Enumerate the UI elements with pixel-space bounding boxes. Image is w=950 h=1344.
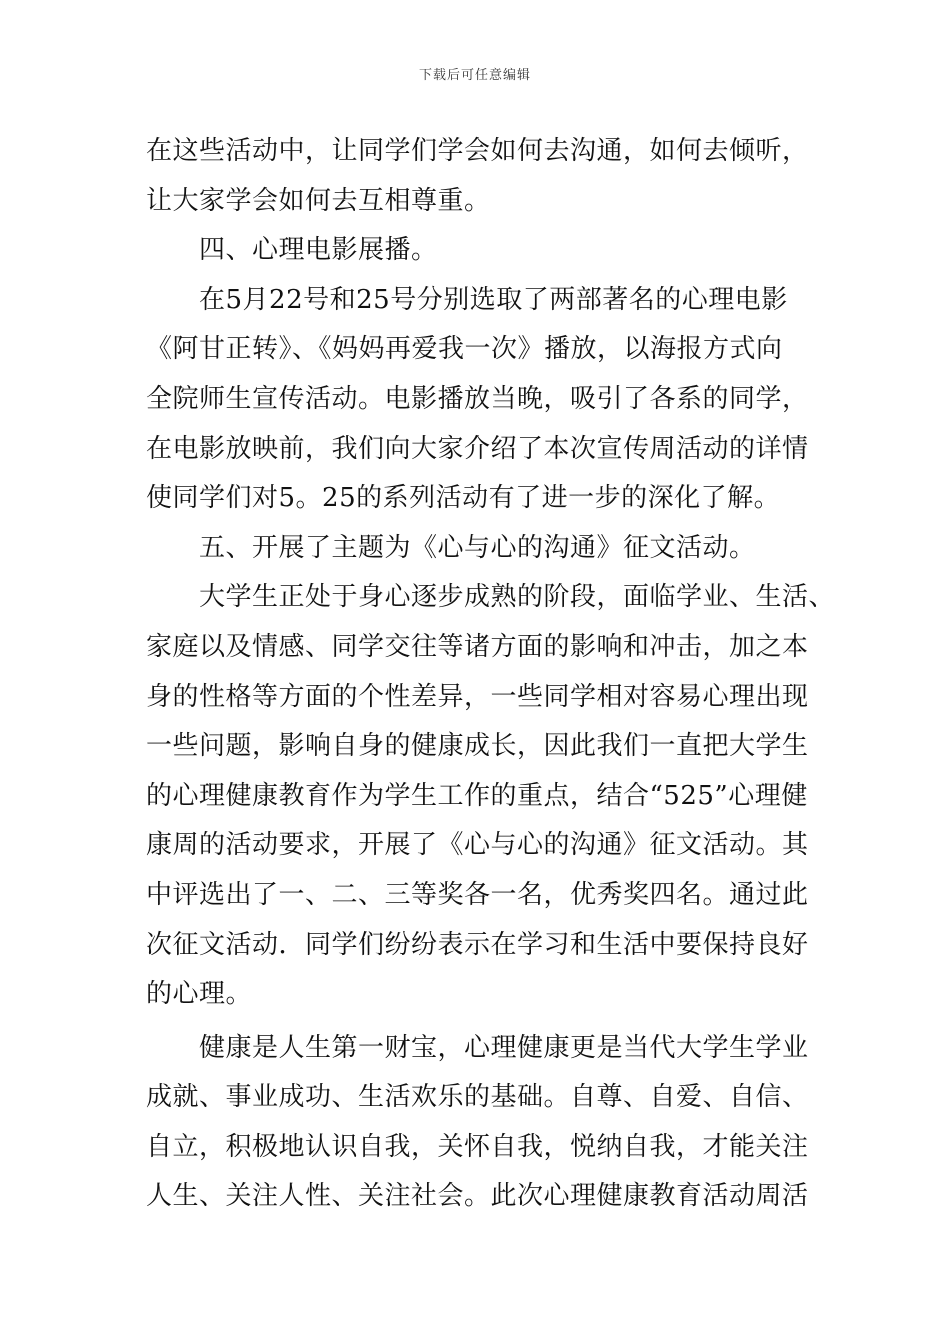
text-line: 健康是人生第一财宝，心理健康更是当代大学生学业 [146,1032,809,1063]
text-line: 一些问题，影响自身的健康成长，因此我们一直把大学生 [146,731,809,762]
text-line: 康周的活动要求，开展了《心与心的沟通》征文活动。其 [146,830,809,861]
text-line: 自立，积极地认识自我，关怀自我，悦纳自我，才能关注 [146,1131,809,1162]
text-line: 的心理。 [146,979,253,1010]
text-line: 成就、事业成功、生活欢乐的基础。自尊、自爱、自信、 [146,1082,809,1113]
text-line: 在电影放映前，我们向大家介绍了本次宣传周活动的详情 [146,433,809,464]
text-line: 在5月22号和25号分别选取了两部著名的心理电影 [146,284,788,315]
text-line: 的心理健康教育作为学生工作的重点，结合“525”心理健 [146,780,808,811]
text-line: 次征文活动．同学们纷纷表示在学习和生活中要保持良好 [146,929,809,960]
text-line: 中评选出了一、二、三等奖各一名，优秀奖四名。通过此 [146,879,809,910]
text-line: 让大家学会如何去互相尊重。 [146,185,491,216]
text-line: 人生、关注人性、关注社会。此次心理健康教育活动周活 [146,1181,809,1212]
text-line: 大学生正处于身心逐步成熟的阶段，面临学业、生活、 [146,582,836,613]
text-line: 家庭以及情感、同学交往等诸方面的影响和冲击，加之本 [146,631,809,662]
text-line: 身的性格等方面的个性差异，一些同学相对容易心理出现 [146,681,809,712]
text-line: 《阿甘正转》、《妈妈再爱我一次》播放，以海报方式向 [146,334,783,365]
text-line: 在这些活动中，让同学们学会如何去沟通，如何去倾听， [146,136,809,166]
document-body [146,127,836,1222]
section-heading: 五、开展了主题为《心与心的沟通》征文活动。 [146,532,756,563]
text-line: 全院师生宣传活动。电影播放当晚，吸引了各系的同学， [146,383,809,414]
text-line: 使同学们对5。25的系列活动有了进一步的深化了解。 [146,483,781,514]
page-header: 下载后可任意编辑 [418,68,531,83]
section-heading: 四、心理电影展播。 [146,235,438,266]
